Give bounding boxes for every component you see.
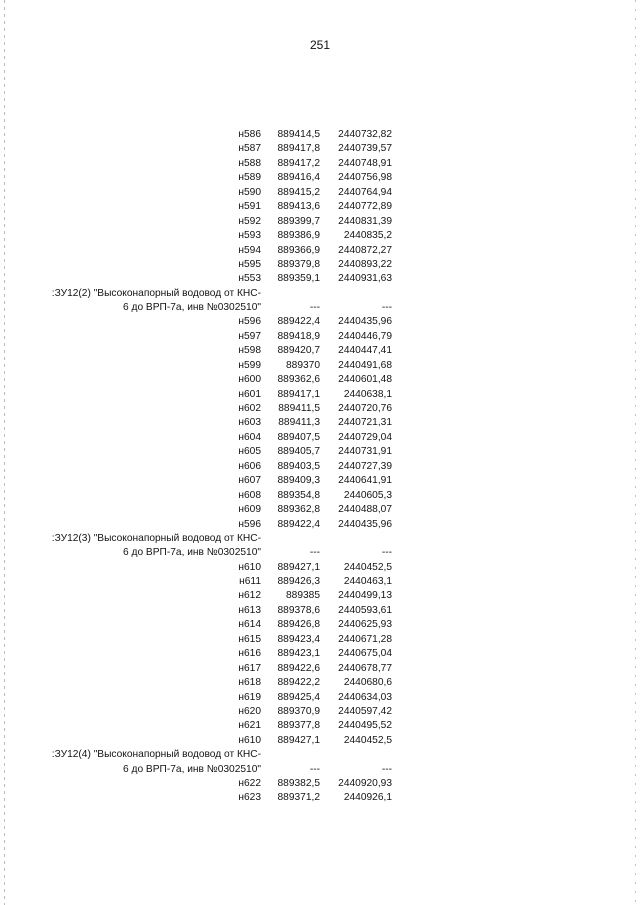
coord-y: 2440739,57 [338,143,392,155]
point-name: н609 [238,504,261,516]
table-row [0,402,640,416]
table-row [0,200,640,214]
point-name: н600 [238,374,261,386]
table-row [0,445,640,459]
point-name: н613 [238,604,261,616]
point-name: н603 [238,417,261,429]
table-row [0,215,640,229]
coord-x: 889370,9 [277,705,320,717]
table-row [0,431,640,445]
point-name: н604 [238,431,261,443]
coord-x: 889422,4 [277,316,320,328]
point-name: н591 [238,201,261,213]
table-row [0,618,640,632]
coord-x: 889423,4 [277,633,320,645]
section-heading-row [0,748,640,762]
coord-y: 2440731,91 [338,446,392,458]
section-title-line1: :ЗУ12(3) "Высоконапорный водовод от КНС- [51,532,261,544]
point-name: н605 [238,446,261,458]
table-row [0,518,640,532]
coord-y: 2440675,04 [338,648,392,660]
coord-y: 2440463,1 [343,576,392,587]
coord-x: 889417,8 [277,143,320,155]
point-name: н607 [238,475,261,487]
point-name: н590 [238,186,261,198]
coord-x: 889409,3 [277,475,320,487]
coord-y: 2440447,41 [338,345,392,357]
section-heading-row [0,532,640,546]
coord-x: 889427,1 [277,561,320,573]
point-name: н618 [238,677,261,689]
point-name: н615 [238,633,261,645]
coord-x: 889385 [286,590,320,602]
table-row [0,604,640,618]
table-row [0,186,640,200]
coord-x: 889379,8 [277,258,320,270]
point-name: н592 [238,215,261,227]
coord-x: 889362,8 [277,504,320,516]
coord-y: 2440495,52 [338,720,392,732]
coord-y: 2440720,76 [338,403,392,415]
point-name: н593 [238,230,261,242]
coord-y: 2440764,94 [338,186,392,198]
point-name: н595 [238,258,261,270]
coord-x: 889377,8 [277,720,320,732]
section-title-line2: 6 до ВРП-7а, инв №0302510" [123,302,261,314]
coord-x: 889427,1 [277,734,320,746]
coord-y-placeholder: --- [381,763,392,775]
coord-x: 889378,6 [277,604,320,616]
point-name: н608 [238,489,261,501]
coord-x: 889418,9 [277,330,320,342]
coord-x: 889415,2 [277,186,320,198]
coord-x-placeholder: --- [309,302,320,314]
coord-y: 2440605,3 [343,489,392,501]
point-name: н622 [238,777,261,789]
table-row [0,474,640,488]
coord-y: 2440597,42 [338,705,392,717]
point-name: н599 [238,359,261,371]
coord-x: 889403,5 [277,460,320,472]
point-name: н589 [238,172,261,184]
coord-x: 889411,5 [278,403,320,415]
point-name: н621 [238,720,261,732]
coord-y: 2440452,5 [343,734,392,746]
coord-x: 889359,1 [277,273,320,285]
point-name: н586 [238,129,261,140]
table-row [0,142,640,156]
coord-x: 889414,5 [277,129,320,140]
table-row [0,503,640,517]
section-heading-row [0,763,640,777]
coord-y: 2440435,96 [338,316,392,328]
table-row [0,229,640,243]
table-row [0,589,640,603]
point-name: н616 [238,648,261,660]
table-row [0,315,640,329]
table-row [0,244,640,258]
point-name: н610 [238,561,261,573]
coord-y: 2440678,77 [338,662,392,674]
point-name: н617 [238,662,261,674]
coord-y: 2440772,89 [338,201,392,213]
table-row [0,344,640,358]
table-row [0,489,640,503]
point-name: н623 [238,792,261,804]
coord-x: 889413,6 [277,201,320,213]
coord-y: 2440638,1 [343,388,392,400]
point-name: н606 [238,460,261,472]
table-row [0,416,640,430]
point-name: н601 [238,388,261,400]
coord-x-placeholder: --- [309,547,320,559]
coord-y: 2440499,13 [338,590,392,602]
point-name: н611 [239,576,261,587]
section-title-line2: 6 до ВРП-7а, инв №0302510" [123,763,261,775]
table-row [0,734,640,748]
coord-x: 889420,7 [277,345,320,357]
point-name: н588 [238,157,261,169]
table-row [0,691,640,705]
point-name: н602 [238,403,261,415]
coord-x: 889371,2 [277,792,320,804]
coord-x: 889411,3 [278,417,320,429]
coord-y: 2440491,68 [338,359,392,371]
table-row [0,258,640,272]
coord-y-placeholder: --- [381,547,392,559]
table-row [0,171,640,185]
point-name: н594 [238,244,261,256]
section-heading-row [0,301,640,315]
coord-y: 2440926,1 [343,792,392,804]
coord-x: 889417,1 [277,388,320,400]
coord-y: 2440488,07 [338,504,392,516]
table-row [0,460,640,474]
point-name: н610 [238,734,261,746]
table-row [0,791,640,805]
coord-x: 889423,1 [277,648,320,660]
coordinates-table [0,128,640,806]
section-heading-row [0,287,640,301]
coord-y: 2440732,82 [338,129,392,140]
point-name: н596 [238,518,261,530]
coord-x: 889354,8 [277,489,320,501]
coord-y: 2440634,03 [338,691,392,703]
section-title-line2: 6 до ВРП-7а, инв №0302510" [123,547,261,559]
coord-x: 889407,5 [277,431,320,443]
coord-x: 889370 [286,359,320,371]
section-title-line1: :ЗУ12(2) "Высоконапорный водовод от КНС- [51,287,261,299]
table-row [0,359,640,373]
point-name: н614 [238,619,261,631]
page-number: 251 [309,38,331,52]
coord-y: 2440835,2 [343,230,392,242]
coord-y: 2440893,22 [338,258,392,270]
coord-y: 2440729,04 [338,431,392,443]
coord-x: 889362,6 [277,374,320,386]
coord-y: 2440680,6 [343,677,392,689]
coord-x: 889405,7 [277,446,320,458]
point-name: н612 [238,590,261,602]
table-row [0,575,640,589]
coord-x: 889422,4 [277,518,320,530]
coord-x: 889426,3 [277,576,320,587]
coord-x: 889416,4 [277,172,320,184]
coord-y: 2440641,91 [338,475,392,487]
table-row [0,662,640,676]
table-row [0,128,640,142]
coord-y: 2440872,27 [338,244,392,256]
point-name: н596 [238,316,261,328]
coord-y: 2440920,93 [338,777,392,789]
table-row [0,647,640,661]
point-name: н619 [238,691,261,703]
coord-x: 889426,8 [277,619,320,631]
table-row [0,676,640,690]
section-heading-row [0,546,640,560]
coord-y: 2440625,93 [338,619,392,631]
table-row [0,719,640,733]
point-name: н620 [238,705,261,717]
table-row [0,272,640,286]
coord-y: 2440446,79 [338,330,392,342]
coord-y: 2440727,39 [338,460,392,472]
section-title-line1: :ЗУ12(4) "Высоконапорный водовод от КНС- [51,749,261,761]
coord-y: 2440593,61 [338,604,392,616]
table-row [0,777,640,791]
coord-x: 889417,2 [277,157,320,169]
coord-x: 889386,9 [277,230,320,242]
coord-x: 889422,2 [277,677,320,689]
coord-y: 2440831,39 [338,215,392,227]
point-name: н597 [238,330,261,342]
coord-x: 889366,9 [277,244,320,256]
coord-x: 889422,6 [277,662,320,674]
coord-y: 2440601,48 [338,374,392,386]
table-row [0,373,640,387]
coord-x: 889382,5 [277,777,320,789]
coord-y: 2440452,5 [343,561,392,573]
coord-x: 889399,7 [277,215,320,227]
table-row [0,633,640,647]
point-name: н587 [238,143,261,155]
coord-y: 2440748,91 [338,157,392,169]
table-row [0,330,640,344]
coord-y-placeholder: --- [381,302,392,314]
coord-y: 2440931,63 [338,273,392,285]
coord-x-placeholder: --- [309,763,320,775]
coord-y: 2440435,96 [338,518,392,530]
coord-x: 889425,4 [277,691,320,703]
table-row [0,705,640,719]
coord-y: 2440721,31 [338,417,392,429]
coord-y: 2440671,28 [338,633,392,645]
table-row [0,561,640,575]
table-row [0,157,640,171]
table-row [0,388,640,402]
point-name: н598 [238,345,261,357]
coord-y: 2440756,98 [338,172,392,184]
point-name: н553 [238,273,261,285]
